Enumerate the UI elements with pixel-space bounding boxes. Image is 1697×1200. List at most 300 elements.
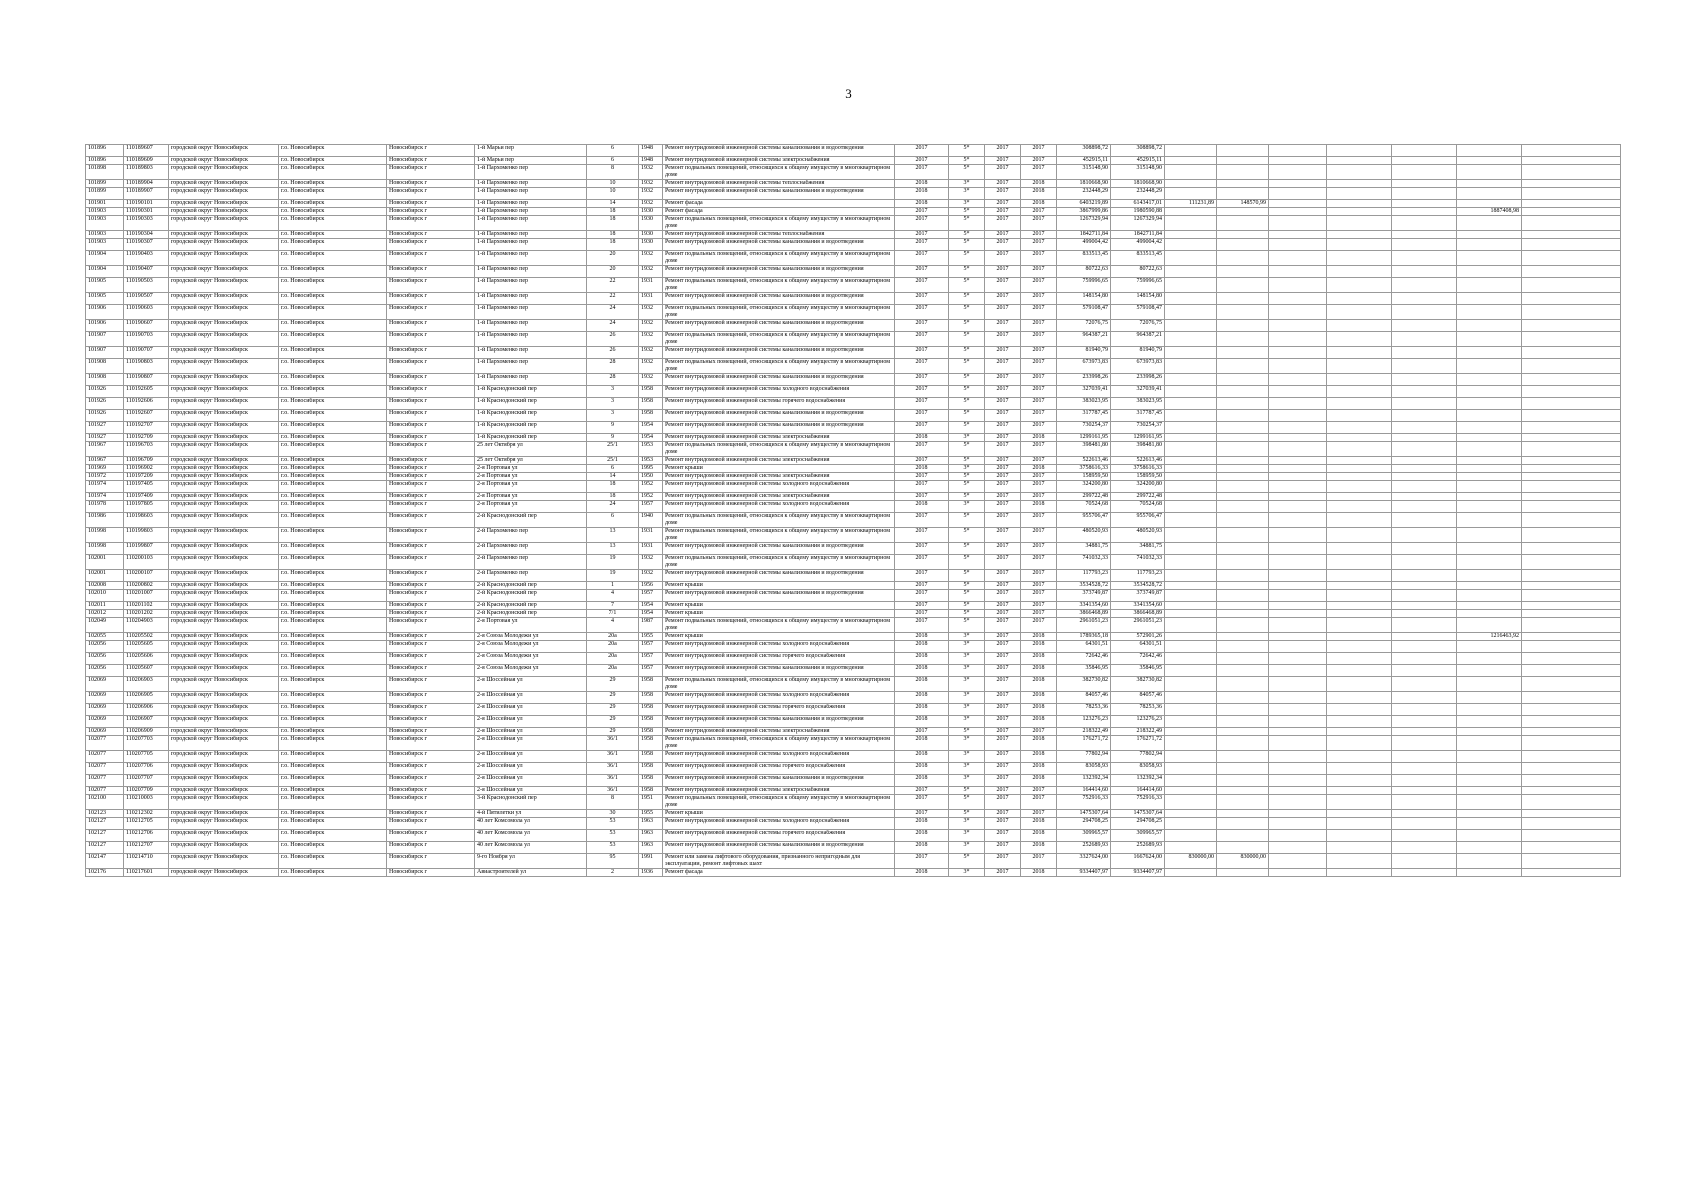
cell-amount2 <box>1165 818 1217 830</box>
cell-total: 522613,46 <box>1057 457 1111 465</box>
cell-class: 3* <box>949 434 985 442</box>
cell-amount2 <box>1165 869 1217 877</box>
cell-house: 20а <box>587 653 639 665</box>
cell-class: 3* <box>949 653 985 665</box>
cell-year: 1930 <box>639 208 663 216</box>
cell-house: 30 <box>587 810 639 818</box>
cell-municipality: городской округ Новосибирск <box>169 422 279 434</box>
cell-extra5 <box>1522 602 1621 610</box>
cell-extra2 <box>1327 200 1392 208</box>
cell-start-year: 2017 <box>985 795 1021 810</box>
cell-municipality: городской округ Новосибирск <box>169 501 279 513</box>
cell-city: Новосибирск г <box>387 501 475 513</box>
cell-start-year: 2017 <box>985 692 1021 704</box>
cell-street: 1-й Краснодонский пер <box>475 410 587 422</box>
cell-start-year: 2017 <box>985 704 1021 716</box>
cell-extra1 <box>1269 422 1327 434</box>
cell-work: Ремонт внутридомовой инженерной системы канализования и водоотведения <box>663 716 895 728</box>
cell-city: Новосибирск г <box>387 457 475 465</box>
table-row <box>86 216 1621 231</box>
cell-house: 9 <box>587 434 639 442</box>
cell-extra5 <box>1522 332 1621 347</box>
cell-extra2 <box>1327 618 1392 633</box>
table-row <box>86 618 1621 633</box>
cell-end-year: 2017 <box>1021 347 1057 359</box>
table-row <box>86 751 1621 763</box>
table-row <box>86 818 1621 830</box>
cell-extra2 <box>1327 692 1392 704</box>
cell-house: 6 <box>587 145 639 157</box>
cell-year: 1958 <box>639 787 663 795</box>
cell-municipality: городской округ Новосибирск <box>169 442 279 457</box>
cell-municipality: городской округ Новосибирск <box>169 830 279 842</box>
cell-total: 759996,65 <box>1057 278 1111 293</box>
cell-amount1: 317787,45 <box>1111 410 1165 422</box>
cell-year: 1930 <box>639 216 663 231</box>
register-rows <box>86 145 1621 877</box>
cell-work: Ремонт подвальных помещений, относящихся к общему имуществу в многоквартирном доме <box>663 736 895 751</box>
cell-code: 110190707 <box>124 347 169 359</box>
cell-work: Ремонт внутридомовой инженерной системы канализования и водоотведения <box>663 374 895 386</box>
cell-start-year: 2017 <box>985 787 1021 795</box>
cell-amount1: 299722,48 <box>1111 493 1165 501</box>
cell-total: 158959,50 <box>1057 473 1111 481</box>
cell-amount1: 759996,65 <box>1111 278 1165 293</box>
cell-start-year: 2017 <box>985 602 1021 610</box>
cell-house: 10 <box>587 188 639 200</box>
cell-amount1: 252689,93 <box>1111 842 1165 854</box>
cell-municipality: городской округ Новосибирск <box>169 716 279 728</box>
cell-year: 1958 <box>639 728 663 736</box>
cell-municipality: городской округ Новосибирск <box>169 795 279 810</box>
cell-settlement: г.о. Новосибирск <box>279 266 387 278</box>
cell-extra1 <box>1269 736 1327 751</box>
cell-extra3 <box>1392 457 1457 465</box>
cell-extra2 <box>1327 208 1392 216</box>
cell-settlement: г.о. Новосибирск <box>279 665 387 677</box>
cell-work: Ремонт внутридомовой инженерной системы канализования и водоотведения <box>663 665 895 677</box>
cell-end-year: 2018 <box>1021 677 1057 692</box>
cell-work: Ремонт подвальных помещений, относящихся к общему имуществу в многоквартирном доме <box>663 305 895 320</box>
cell-extra5 <box>1522 165 1621 180</box>
cell-amount2 <box>1165 555 1217 570</box>
cell-extra1 <box>1269 457 1327 465</box>
cell-house: 13 <box>587 528 639 543</box>
cell-id: 102056 <box>86 665 124 677</box>
cell-extra3 <box>1392 633 1457 641</box>
cell-amount3 <box>1217 208 1269 216</box>
cell-amount2 <box>1165 157 1217 165</box>
cell-plan-year: 2018 <box>895 641 949 653</box>
cell-code: 110190703 <box>124 332 169 347</box>
cell-extra5 <box>1522 251 1621 266</box>
table-row <box>86 501 1621 513</box>
cell-house: 20а <box>587 665 639 677</box>
cell-start-year: 2017 <box>985 810 1021 818</box>
cell-extra3 <box>1392 854 1457 869</box>
cell-code: 110206906 <box>124 704 169 716</box>
cell-extra1 <box>1269 763 1327 775</box>
cell-extra5 <box>1522 787 1621 795</box>
cell-city: Новосибирск г <box>387 434 475 442</box>
cell-extra2 <box>1327 570 1392 582</box>
cell-settlement: г.о. Новосибирск <box>279 145 387 157</box>
cell-class: 5* <box>949 493 985 501</box>
cell-amount2 <box>1165 465 1217 473</box>
cell-extra1 <box>1269 751 1327 763</box>
cell-amount1: 1267329,94 <box>1111 216 1165 231</box>
cell-amount2 <box>1165 493 1217 501</box>
cell-amount1: 327039,41 <box>1111 386 1165 398</box>
cell-municipality: городской округ Новосибирск <box>169 665 279 677</box>
cell-id: 101967 <box>86 442 124 457</box>
cell-extra5 <box>1522 422 1621 434</box>
cell-class: 5* <box>949 422 985 434</box>
table-row <box>86 582 1621 590</box>
cell-extra1 <box>1269 251 1327 266</box>
cell-municipality: городской округ Новосибирск <box>169 602 279 610</box>
cell-city: Новосибирск г <box>387 763 475 775</box>
cell-id: 101906 <box>86 305 124 320</box>
cell-year: 1932 <box>639 555 663 570</box>
cell-start-year: 2017 <box>985 442 1021 457</box>
cell-house: 24 <box>587 320 639 332</box>
cell-extra2 <box>1327 641 1392 653</box>
cell-street: 2-я Шоссейная ул <box>475 716 587 728</box>
cell-amount3 <box>1217 434 1269 442</box>
cell-house: 3 <box>587 398 639 410</box>
cell-total: 373749,87 <box>1057 590 1111 602</box>
cell-year: 1955 <box>639 810 663 818</box>
cell-extra3 <box>1392 763 1457 775</box>
cell-house: 24 <box>587 501 639 513</box>
cell-year: 1963 <box>639 818 663 830</box>
cell-amount3 <box>1217 728 1269 736</box>
cell-amount3 <box>1217 641 1269 653</box>
cell-year: 1956 <box>639 582 663 590</box>
cell-end-year: 2017 <box>1021 266 1057 278</box>
cell-class: 5* <box>949 728 985 736</box>
cell-extra4 <box>1457 305 1522 320</box>
cell-extra3 <box>1392 473 1457 481</box>
cell-extra2 <box>1327 332 1392 347</box>
cell-street: 2-я Союза Молодежи ул <box>475 633 587 641</box>
cell-plan-year: 2018 <box>895 653 949 665</box>
cell-amount2: 830000,00 <box>1165 854 1217 869</box>
cell-house: 29 <box>587 728 639 736</box>
cell-id: 102077 <box>86 787 124 795</box>
cell-street: 40 лет Комсомола ул <box>475 830 587 842</box>
cell-extra5 <box>1522 398 1621 410</box>
cell-extra2 <box>1327 410 1392 422</box>
cell-amount2 <box>1165 188 1217 200</box>
table-row <box>86 555 1621 570</box>
cell-amount2 <box>1165 165 1217 180</box>
cell-house: 6 <box>587 465 639 473</box>
cell-extra5 <box>1522 728 1621 736</box>
cell-amount3 <box>1217 582 1269 590</box>
cell-end-year: 2018 <box>1021 842 1057 854</box>
cell-id: 101907 <box>86 347 124 359</box>
cell-end-year: 2017 <box>1021 251 1057 266</box>
cell-plan-year: 2017 <box>895 787 949 795</box>
cell-class: 3* <box>949 692 985 704</box>
cell-year: 1952 <box>639 493 663 501</box>
cell-street: 2-й Краснодонский пер <box>475 590 587 602</box>
cell-extra2 <box>1327 677 1392 692</box>
cell-year: 1963 <box>639 842 663 854</box>
table-row <box>86 422 1621 434</box>
cell-municipality: городской округ Новосибирск <box>169 493 279 501</box>
cell-end-year: 2017 <box>1021 528 1057 543</box>
cell-city: Новосибирск г <box>387 188 475 200</box>
cell-end-year: 2017 <box>1021 239 1057 251</box>
table-row <box>86 513 1621 528</box>
cell-amount3 <box>1217 830 1269 842</box>
cell-house: 18 <box>587 239 639 251</box>
cell-end-year: 2017 <box>1021 359 1057 374</box>
cell-house: 36/1 <box>587 775 639 787</box>
table-row <box>86 239 1621 251</box>
cell-work: Ремонт внутридомовой инженерной системы канализования и водоотведения <box>663 775 895 787</box>
cell-extra2 <box>1327 751 1392 763</box>
cell-start-year: 2017 <box>985 830 1021 842</box>
cell-year: 1940 <box>639 513 663 528</box>
cell-city: Новосибирск г <box>387 810 475 818</box>
cell-street: 1-й Пархоменко пер <box>475 216 587 231</box>
cell-amount3 <box>1217 513 1269 528</box>
cell-work: Ремонт подвальных помещений, относящихся к общему имуществу в многоквартирном доме <box>663 618 895 633</box>
cell-code: 110212302 <box>124 810 169 818</box>
cell-extra3 <box>1392 818 1457 830</box>
cell-class: 5* <box>949 810 985 818</box>
cell-plan-year: 2017 <box>895 266 949 278</box>
cell-id: 101972 <box>86 473 124 481</box>
cell-id: 102069 <box>86 716 124 728</box>
cell-class: 5* <box>949 216 985 231</box>
cell-extra4 <box>1457 590 1522 602</box>
cell-extra1 <box>1269 473 1327 481</box>
cell-extra2 <box>1327 763 1392 775</box>
cell-house: 19 <box>587 555 639 570</box>
cell-end-year: 2018 <box>1021 830 1057 842</box>
cell-year: 1932 <box>639 266 663 278</box>
cell-total: 499004,42 <box>1057 239 1111 251</box>
cell-end-year: 2018 <box>1021 818 1057 830</box>
cell-extra4: 1887408,98 <box>1457 208 1522 216</box>
cell-plan-year: 2017 <box>895 359 949 374</box>
cell-settlement: г.о. Новосибирск <box>279 842 387 854</box>
cell-city: Новосибирск г <box>387 278 475 293</box>
cell-street: 1-й Пархоменко пер <box>475 320 587 332</box>
table-row <box>86 332 1621 347</box>
cell-amount2 <box>1165 795 1217 810</box>
cell-city: Новосибирск г <box>387 677 475 692</box>
cell-code: 110192606 <box>124 398 169 410</box>
cell-extra5 <box>1522 543 1621 555</box>
cell-start-year: 2017 <box>985 493 1021 501</box>
cell-work: Ремонт внутридомовой инженерной системы горячего водоснабжения <box>663 830 895 842</box>
cell-start-year: 2017 <box>985 641 1021 653</box>
cell-class: 3* <box>949 869 985 877</box>
cell-year: 1957 <box>639 653 663 665</box>
cell-class: 5* <box>949 528 985 543</box>
cell-extra4 <box>1457 200 1522 208</box>
cell-end-year: 2017 <box>1021 386 1057 398</box>
cell-street: 2-й Пархоменко пер <box>475 555 587 570</box>
cell-amount1: 77802,94 <box>1111 751 1165 763</box>
cell-plan-year: 2017 <box>895 320 949 332</box>
cell-end-year: 2017 <box>1021 332 1057 347</box>
cell-street: 2-я Союза Молодежи ул <box>475 653 587 665</box>
cell-plan-year: 2017 <box>895 582 949 590</box>
cell-street: 40 лет Комсомола ул <box>475 818 587 830</box>
cell-city: Новосибирск г <box>387 751 475 763</box>
cell-id: 102127 <box>86 842 124 854</box>
cell-extra2 <box>1327 434 1392 442</box>
cell-extra2 <box>1327 320 1392 332</box>
cell-extra2 <box>1327 157 1392 165</box>
cell-work: Ремонт подвальных помещений, относящихся к общему имуществу в многоквартирном доме <box>663 795 895 810</box>
cell-street: 1-й Пархоменко пер <box>475 208 587 216</box>
cell-total: 398481,80 <box>1057 442 1111 457</box>
cell-amount1: 382730,82 <box>1111 677 1165 692</box>
cell-class: 3* <box>949 465 985 473</box>
cell-extra4 <box>1457 704 1522 716</box>
cell-extra4 <box>1457 278 1522 293</box>
cell-code: 110190303 <box>124 216 169 231</box>
cell-total: 72076,75 <box>1057 320 1111 332</box>
cell-city: Новосибирск г <box>387 513 475 528</box>
cell-settlement: г.о. Новосибирск <box>279 818 387 830</box>
cell-extra4 <box>1457 442 1522 457</box>
cell-street: 1-й Марьи пер <box>475 157 587 165</box>
cell-extra2 <box>1327 422 1392 434</box>
cell-extra4 <box>1457 692 1522 704</box>
cell-house: 29 <box>587 677 639 692</box>
cell-city: Новосибирск г <box>387 610 475 618</box>
cell-street: 4-й Пятилетки ул <box>475 810 587 818</box>
cell-class: 5* <box>949 618 985 633</box>
cell-start-year: 2017 <box>985 528 1021 543</box>
cell-end-year: 2017 <box>1021 165 1057 180</box>
cell-extra4 <box>1457 481 1522 493</box>
cell-house: 22 <box>587 293 639 305</box>
cell-id: 101906 <box>86 320 124 332</box>
cell-id: 102049 <box>86 618 124 633</box>
cell-class: 5* <box>949 165 985 180</box>
cell-street: 2-я Шоссейная ул <box>475 775 587 787</box>
cell-extra1 <box>1269 869 1327 877</box>
cell-amount1: 6143417,01 <box>1111 200 1165 208</box>
cell-amount1: 309965,57 <box>1111 830 1165 842</box>
cell-start-year: 2017 <box>985 842 1021 854</box>
cell-class: 5* <box>949 305 985 320</box>
cell-extra4 <box>1457 763 1522 775</box>
cell-amount2 <box>1165 570 1217 582</box>
cell-extra2 <box>1327 787 1392 795</box>
table-row <box>86 543 1621 555</box>
cell-code: 110205605 <box>124 641 169 653</box>
cell-amount1: 117793,23 <box>1111 570 1165 582</box>
cell-id: 101904 <box>86 251 124 266</box>
cell-end-year: 2017 <box>1021 374 1057 386</box>
cell-amount2 <box>1165 239 1217 251</box>
cell-amount1: 2961051,23 <box>1111 618 1165 633</box>
cell-id: 101907 <box>86 332 124 347</box>
cell-extra3 <box>1392 410 1457 422</box>
cell-extra4 <box>1457 180 1522 188</box>
cell-id: 102147 <box>86 854 124 869</box>
cell-municipality: городской округ Новосибирск <box>169 374 279 386</box>
cell-work: Ремонт внутридомовой инженерной системы горячего водоснабжения <box>663 704 895 716</box>
cell-city: Новосибирск г <box>387 157 475 165</box>
cell-house: 18 <box>587 231 639 239</box>
cell-total: 81940,79 <box>1057 347 1111 359</box>
cell-end-year: 2018 <box>1021 704 1057 716</box>
cell-work: Ремонт крыши <box>663 633 895 641</box>
cell-settlement: г.о. Новосибирск <box>279 493 387 501</box>
cell-year: 1952 <box>639 481 663 493</box>
cell-extra4 <box>1457 145 1522 157</box>
cell-code: 110198603 <box>124 513 169 528</box>
cell-total: 315148,90 <box>1057 165 1111 180</box>
cell-end-year: 2018 <box>1021 716 1057 728</box>
cell-extra5 <box>1522 374 1621 386</box>
cell-extra1 <box>1269 610 1327 618</box>
cell-settlement: г.о. Новосибирск <box>279 208 387 216</box>
cell-amount2 <box>1165 751 1217 763</box>
cell-start-year: 2017 <box>985 200 1021 208</box>
cell-plan-year: 2018 <box>895 818 949 830</box>
cell-end-year: 2017 <box>1021 305 1057 320</box>
cell-id: 101904 <box>86 266 124 278</box>
cell-amount3 <box>1217 704 1269 716</box>
cell-amount3 <box>1217 543 1269 555</box>
cell-amount3 <box>1217 216 1269 231</box>
cell-extra3 <box>1392 775 1457 787</box>
cell-city: Новосибирск г <box>387 481 475 493</box>
cell-extra4 <box>1457 653 1522 665</box>
cell-start-year: 2017 <box>985 582 1021 590</box>
cell-extra4 <box>1457 570 1522 582</box>
cell-code: 110190507 <box>124 293 169 305</box>
cell-amount2 <box>1165 763 1217 775</box>
cell-house: 28 <box>587 374 639 386</box>
cell-settlement: г.о. Новосибирск <box>279 513 387 528</box>
cell-amount3 <box>1217 481 1269 493</box>
cell-id: 101898 <box>86 165 124 180</box>
cell-street: 2-я Шоссейная ул <box>475 692 587 704</box>
cell-extra4 <box>1457 359 1522 374</box>
cell-amount3 <box>1217 305 1269 320</box>
cell-extra5 <box>1522 457 1621 465</box>
cell-extra3 <box>1392 716 1457 728</box>
cell-year: 1932 <box>639 200 663 208</box>
cell-settlement: г.о. Новосибирск <box>279 641 387 653</box>
cell-extra2 <box>1327 374 1392 386</box>
cell-settlement: г.о. Новосибирск <box>279 157 387 165</box>
cell-total: 70524,68 <box>1057 501 1111 513</box>
cell-start-year: 2017 <box>985 501 1021 513</box>
cell-house: 53 <box>587 830 639 842</box>
cell-house: 1 <box>587 582 639 590</box>
table-row <box>86 386 1621 398</box>
cell-end-year: 2018 <box>1021 775 1057 787</box>
cell-class: 5* <box>949 374 985 386</box>
cell-start-year: 2017 <box>985 473 1021 481</box>
cell-id: 101926 <box>86 398 124 410</box>
